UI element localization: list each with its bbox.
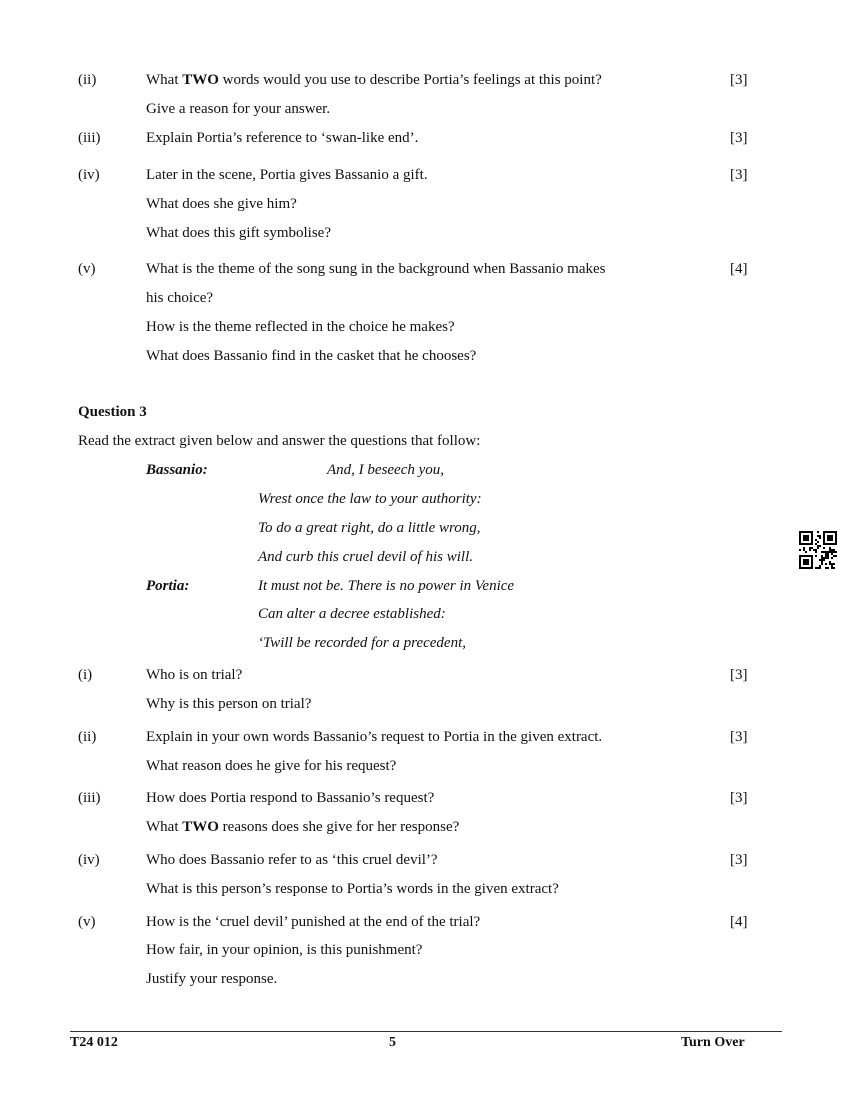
question-line: Who does Bassanio refer to as ‘this cruel devil’?	[146, 852, 438, 868]
question-line: Later in the scene, Portia gives Bassanio a gift.	[146, 167, 428, 183]
question-line: What does this gift symbolise?	[146, 225, 331, 241]
question-number: (iv)	[78, 167, 100, 183]
question-number: (iii)	[78, 130, 101, 146]
question-line: Explain in your own words Bassanio’s request to Portia in the given extract.	[146, 729, 603, 745]
question-line: his choice?	[146, 290, 214, 306]
question-number: (ii)	[78, 729, 97, 745]
turn-over-label: Turn Over	[681, 1035, 745, 1050]
question-line: What TWO reasons does she give for her response?	[146, 819, 460, 835]
question-line: Explain Portia’s reference to ‘swan-like end’.	[146, 130, 419, 146]
question-line: What does she give him?	[146, 196, 297, 212]
paper-code: T24 012	[70, 1035, 118, 1050]
marks: [3]	[730, 729, 748, 745]
speaker-name: Bassanio:	[146, 462, 208, 478]
marks: [3]	[730, 130, 748, 146]
question-line: Why is this person on trial?	[146, 696, 312, 712]
question-line: Give a reason for your answer.	[146, 101, 331, 117]
speaker-name: Portia:	[146, 578, 190, 594]
question-number: (ii)	[78, 72, 97, 88]
extract-line: It must not be. There is no power in Venice	[258, 578, 515, 594]
question-line: How fair, in your opinion, is this punishment?	[146, 942, 423, 958]
question-line: Justify your response.	[146, 971, 278, 987]
marks: [3]	[730, 667, 748, 683]
extract-line: ‘Twill be recorded for a precedent,	[258, 635, 467, 651]
question-line: How is the theme reflected in the choice he makes?	[146, 319, 455, 335]
extract-line: And, I beseech you,	[327, 462, 445, 478]
footer-divider	[70, 1031, 782, 1032]
question-line: Who is on trial?	[146, 667, 243, 683]
question-number: (i)	[78, 667, 93, 683]
question-line: What is this person’s response to Portia’s words in the given extract?	[146, 881, 559, 897]
question-number: (v)	[78, 261, 96, 277]
extract-line: Can alter a decree established:	[258, 606, 446, 622]
question-line: What does Bassanio find in the casket that he chooses?	[146, 348, 477, 364]
question-number: (v)	[78, 914, 96, 930]
question-line: What reason does he give for his request?	[146, 758, 397, 774]
question-instructions: Read the extract given below and answer the questions that follow:	[78, 433, 481, 449]
question-heading: Question 3	[78, 404, 147, 420]
marks: [3]	[730, 852, 748, 868]
page-number: 5	[389, 1035, 396, 1050]
extract-line: Wrest once the law to your authority:	[258, 491, 482, 507]
extract-line: To do a great right, do a little wrong,	[258, 520, 481, 536]
question-line: How does Portia respond to Bassanio’s request?	[146, 790, 435, 806]
question-line: What is the theme of the song sung in the background when Bassanio makes	[146, 261, 606, 277]
question-number: (iii)	[78, 790, 101, 806]
marks: [4]	[730, 914, 748, 930]
question-number: (iv)	[78, 852, 100, 868]
marks: [3]	[730, 790, 748, 806]
extract-line: And curb this cruel devil of his will.	[258, 549, 473, 565]
question-line: How is the ‘cruel devil’ punished at the end of the trial?	[146, 914, 481, 930]
marks: [4]	[730, 261, 748, 277]
question-line: What TWO words would you use to describe Portia’s feelings at this point?	[146, 72, 602, 88]
marks: [3]	[730, 167, 748, 183]
qr-code-icon	[799, 531, 837, 569]
marks: [3]	[730, 72, 748, 88]
